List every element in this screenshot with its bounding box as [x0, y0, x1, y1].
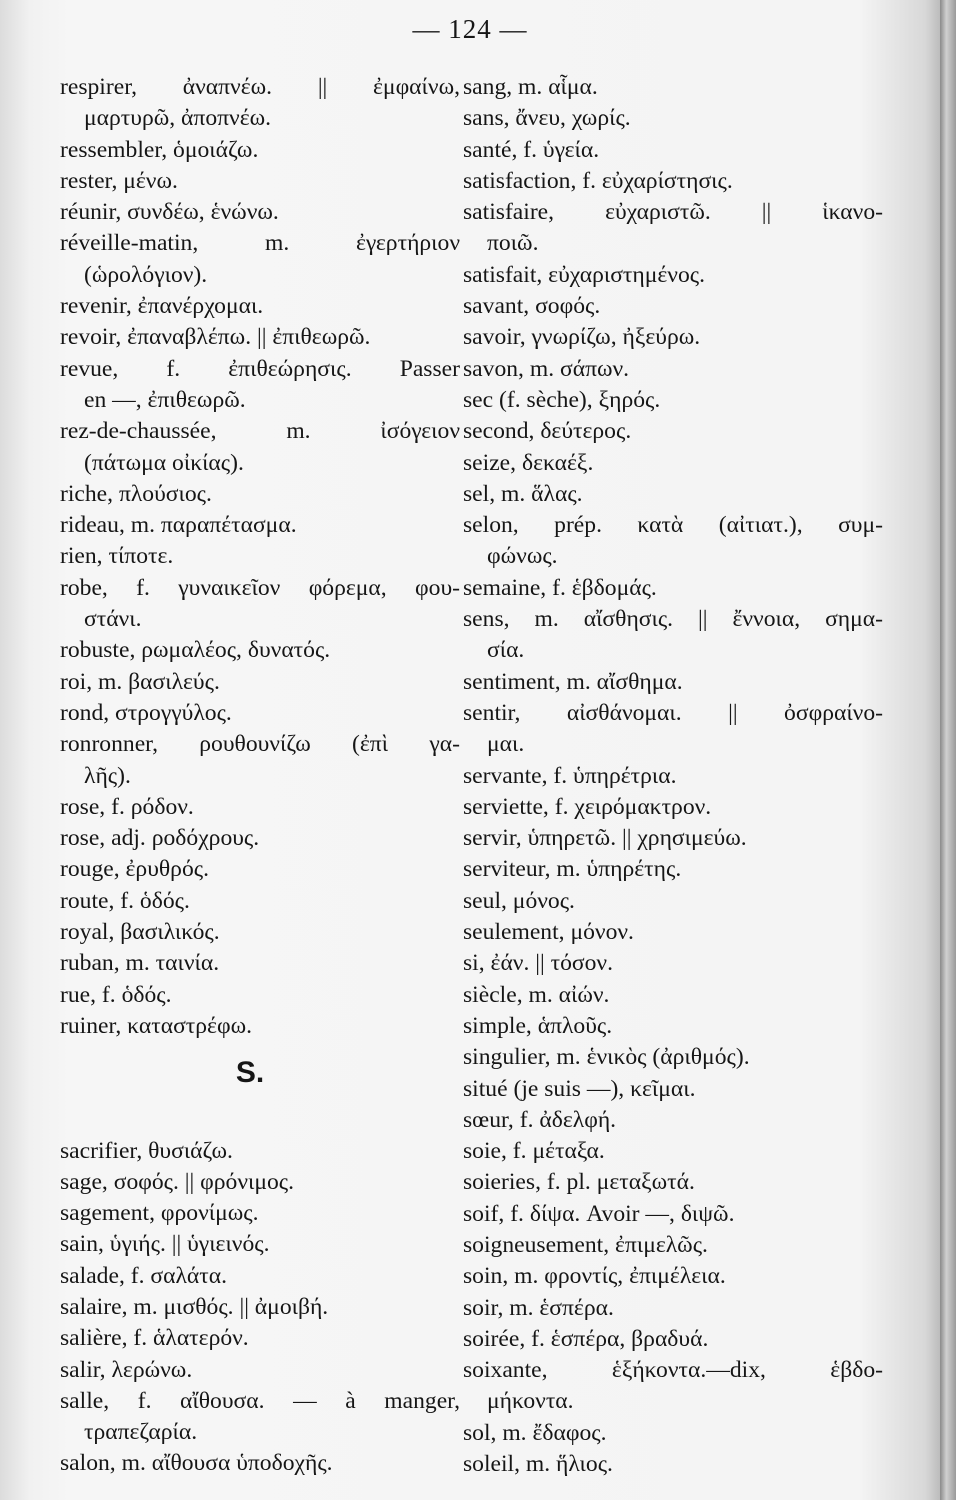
entry-continuation [60, 761, 460, 792]
dictionary-entry [463, 917, 883, 948]
dictionary-entry [60, 667, 460, 698]
entry-text: rideau, m. παραπέτασμα. [60, 512, 297, 539]
entry-text: satisfaction, f. εὐχαρίστησις. [463, 167, 733, 194]
entry-text: (πάτωμα οἰκίας). [84, 449, 244, 476]
dictionary-entry [463, 72, 883, 103]
dictionary-entry [463, 1074, 883, 1105]
dictionary-entry [463, 103, 883, 134]
entry-text: rez-de-chaussée, m. ἰσόγειον [60, 418, 460, 445]
dictionary-entry [60, 886, 460, 917]
entry-text: sang, m. αἷμα. [463, 74, 598, 100]
dictionary-entry [463, 416, 883, 447]
dictionary-entry [60, 1167, 460, 1198]
dictionary-entry [463, 980, 883, 1011]
entry-text: salon, m. αἴθουσα ὑποδοχῆς. [60, 1450, 333, 1477]
entry-text: santé, f. ὑγεία. [463, 136, 600, 163]
entry-text: rester, μένω. [60, 167, 178, 194]
dictionary-entry [463, 260, 883, 291]
dictionary-entry [463, 1105, 883, 1136]
dictionary-entry [60, 166, 460, 197]
entry-text: ποιῶ. [487, 230, 539, 257]
dictionary-entry [60, 948, 460, 979]
entry-text: soir, m. ἑσπέρα. [463, 1294, 614, 1321]
dictionary-entry [463, 1261, 883, 1292]
dictionary-entry [463, 573, 883, 604]
left-column [60, 72, 460, 1480]
entry-text: στάνι. [84, 606, 142, 633]
entry-text: ruiner, καταστρέφω. [60, 1012, 252, 1039]
entry-text: salaire, m. μισθός. || ἀμοιβή. [60, 1293, 329, 1320]
entry-continuation [463, 228, 883, 259]
entry-text: sacrifier, θυσιάζω. [60, 1137, 233, 1164]
entry-text: sol, m. ἔδαφος. [463, 1419, 607, 1446]
dictionary-entry [60, 72, 460, 103]
dictionary-entry [463, 667, 883, 698]
entry-text: soif, f. δίψα. Avoir —, διψῶ. [463, 1200, 735, 1227]
entry-text: ruban, m. ταινία. [60, 950, 220, 977]
entry-text: φώνως. [487, 543, 558, 570]
entry-text: sans, ἄνευ, χωρίς. [463, 105, 631, 132]
entry-text: rose, adj. ροδόχρους. [60, 825, 260, 852]
entry-text: rien, τίποτε. [60, 543, 174, 570]
entry-text: sagement, φρονίμως. [60, 1200, 259, 1227]
dictionary-entry [463, 1418, 883, 1449]
entry-text: soieries, f. pl. μεταξωτά. [463, 1169, 695, 1196]
dictionary-entry [463, 698, 883, 729]
entry-text: μήκοντα. [487, 1388, 574, 1415]
entry-text: soin, m. φροντίς, ἐπιμέλεια. [463, 1263, 726, 1290]
entry-text: serviteur, m. ὑπηρέτης. [463, 856, 682, 883]
dictionary-entry [60, 1355, 460, 1386]
dictionary-entry [463, 1324, 883, 1355]
dictionary-entry [463, 886, 883, 917]
dictionary-entry [60, 510, 460, 541]
entry-text: ronronner, ρουθουνίζω (ἐπὶ γα- [60, 731, 460, 758]
entry-text: en —, ἐπιθεωρῶ. [84, 386, 246, 413]
entry-text: salir, λερώνω. [60, 1356, 193, 1383]
dictionary-entry [60, 980, 460, 1011]
dictionary-entry [463, 354, 883, 385]
dictionary-entry [60, 573, 460, 604]
entry-text: servante, f. ὑπηρέτρια. [463, 762, 677, 789]
entry-text: savon, m. σάπων. [463, 355, 630, 382]
entry-continuation [60, 1417, 460, 1448]
entry-text: sentir, αἰσθάνομαι. || ὀσφραίνο- [463, 699, 883, 726]
dictionary-entry [463, 1199, 883, 1230]
entry-text: satisfaire, εὐχαριστῶ. || ἱκανο- [463, 199, 883, 226]
dictionary-entry [60, 1323, 460, 1354]
dictionary-entry [60, 541, 460, 572]
dictionary-entry [463, 448, 883, 479]
dictionary-entry [463, 604, 883, 635]
dictionary-entry [60, 1386, 460, 1417]
dictionary-entry [60, 228, 460, 259]
dictionary-entry [463, 792, 883, 823]
entry-text: revenir, ἐπανέρχομαι. [60, 293, 264, 320]
dictionary-entry [60, 197, 460, 228]
entry-text: savant, σοφός. [463, 293, 601, 320]
dictionary-entry [60, 917, 460, 948]
dictionary-entry [463, 1355, 883, 1386]
entry-text: μαρτυρῶ, ἀποπνέω. [84, 105, 272, 132]
dictionary-entry [60, 322, 460, 353]
dictionary-entry [463, 854, 883, 885]
entry-text: revoir, ἐπαναβλέπω. || ἐπιθεωρῶ. [60, 324, 371, 351]
entry-text: soirée, f. ἑσπέρα, βραδυά. [463, 1325, 709, 1352]
dictionary-entry [463, 1042, 883, 1073]
dictionary-entry [60, 854, 460, 885]
entry-continuation [60, 448, 460, 479]
entry-text: rose, f. ρόδον. [60, 793, 194, 820]
entry-text: situé (je suis —), κεῖμαι. [463, 1075, 696, 1102]
dictionary-entry [60, 1261, 460, 1292]
entry-text: μαι. [487, 731, 525, 758]
entry-text: sage, σοφός. || φρόνιμος. [60, 1168, 295, 1195]
dictionary-entry [60, 135, 460, 166]
entry-text: ressembler, ὁμοιάζω. [60, 136, 259, 163]
right-column [463, 72, 883, 1480]
entry-text: soie, f. μέταξα. [463, 1138, 605, 1165]
entry-text: sens, m. αἴσθησις. || ἔννοια, σημα- [463, 606, 883, 633]
entry-text: savoir, γνωρίζω, ἠξεύρω. [463, 324, 701, 351]
entry-text: respirer, ἀναπνέω. || ἐμφαίνω, [60, 74, 460, 100]
entry-continuation [60, 103, 460, 134]
entry-text: serviette, f. χειρόμακτρον. [463, 793, 712, 820]
entry-text: seul, μόνος. [463, 887, 575, 914]
dictionary-entry [463, 385, 883, 416]
entry-text: réunir, συνδέω, ἑνώνω. [60, 199, 279, 226]
entry-continuation [60, 604, 460, 635]
dictionary-entry [463, 135, 883, 166]
dictionary-entry [463, 291, 883, 322]
entry-continuation [60, 260, 460, 291]
entry-text: τραπεζαρία. [84, 1419, 198, 1446]
dictionary-entry [60, 1292, 460, 1323]
dictionary-entry [463, 322, 883, 353]
dictionary-entry [463, 1167, 883, 1198]
dictionary-entry [60, 792, 460, 823]
entry-text: seize, δεκαέξ. [463, 449, 594, 476]
entry-text: route, f. ὁδός. [60, 887, 190, 914]
entry-text: salle, f. αἴθουσα. — à manger, [60, 1387, 460, 1414]
section-letter-heading: S. [235, 1056, 265, 1090]
entry-continuation [463, 729, 883, 760]
entry-text: roi, m. βασιλεύς. [60, 668, 220, 695]
entry-text: second, δεύτερος. [463, 418, 632, 445]
entry-text: servir, ὑπηρετῶ. || χρησιμεύω. [463, 825, 747, 852]
entry-text: rouge, ἐρυθρός. [60, 856, 209, 883]
entry-text: rond, στρογγύλος. [60, 699, 232, 726]
dictionary-entry [463, 166, 883, 197]
entry-text: riche, πλούσιος. [60, 480, 212, 507]
dictionary-entry [463, 948, 883, 979]
dictionary-entry [60, 698, 460, 729]
entry-text: sel, m. ἅλας. [463, 480, 583, 507]
entry-text: revue, f. ἐπιθεώρησις. Passer [60, 355, 460, 382]
page-number: — 124 — [412, 14, 528, 44]
dictionary-entry [60, 729, 460, 760]
dictionary-entry [463, 510, 883, 541]
entry-text: seulement, μόνον. [463, 919, 634, 946]
dictionary-entry [60, 479, 460, 510]
dictionary-entry [60, 823, 460, 854]
section-spacer [60, 1104, 460, 1135]
entry-text: royal, βασιλικός. [60, 919, 220, 946]
dictionary-entry [60, 1198, 460, 1229]
entry-text: si, ἐάν. || τόσον. [463, 950, 613, 977]
dictionary-entry [463, 761, 883, 792]
entry-text: λῆς). [84, 762, 131, 789]
entry-text: soigneusement, ἐπιμελῶς. [463, 1231, 708, 1258]
dictionary-entry [463, 1011, 883, 1042]
entry-text: satisfait, εὐχαριστημένος. [463, 261, 706, 288]
dictionary-entry [463, 1230, 883, 1261]
dictionary-entry [463, 1136, 883, 1167]
entry-text: sain, ὑγιής. || ὑγιεινός. [60, 1231, 270, 1258]
entry-text: soleil, m. ἥλιος. [463, 1451, 613, 1478]
entry-continuation [463, 635, 883, 666]
dictionary-entry [60, 291, 460, 322]
dictionary-entry [463, 823, 883, 854]
entry-continuation [463, 1386, 883, 1417]
entry-text: rue, f. ὁδός. [60, 981, 172, 1008]
entry-text: siècle, m. αἰών. [463, 981, 610, 1008]
entry-text: soixante, ἑξήκοντα.—dix, ἑβδο- [463, 1357, 883, 1384]
entry-text: salade, f. σαλάτα. [60, 1262, 228, 1289]
entry-text: robe, f. γυναικεῖον φόρεμα, φου- [60, 574, 460, 601]
entry-text: σία. [487, 637, 525, 664]
dictionary-entry [463, 1449, 883, 1480]
entry-text: salière, f. ἁλατερόν. [60, 1325, 249, 1352]
dictionary-entry [463, 479, 883, 510]
entry-text: selon, prép. κατὰ (αἰτιατ.), συμ- [463, 512, 883, 539]
page-edge [940, 0, 956, 1500]
dictionary-entry [60, 635, 460, 666]
entry-continuation [60, 385, 460, 416]
dictionary-entry [60, 1136, 460, 1167]
dictionary-entry [60, 1448, 460, 1479]
dictionary-entry [463, 1293, 883, 1324]
entry-text: simple, ἁπλοῦς. [463, 1012, 613, 1039]
entry-text: réveille-matin, m. ἐγερτήριον [60, 230, 460, 257]
dictionary-entry [463, 197, 883, 228]
entry-text: sec (f. sèche), ξηρός. [463, 386, 661, 413]
entry-text: semaine, f. ἑβδομάς. [463, 574, 657, 601]
entry-text: (ὡρολόγιον). [84, 261, 208, 288]
dictionary-entry [60, 416, 460, 447]
dictionary-entry [60, 1229, 460, 1260]
dictionary-entry [60, 354, 460, 385]
entry-text: sentiment, m. αἴσθημα. [463, 668, 683, 695]
entry-text: sœur, f. ἀδελφή. [463, 1106, 617, 1133]
entry-text: robuste, ρωμαλέος, δυνατός. [60, 637, 331, 664]
entry-continuation [463, 541, 883, 572]
entry-text: singulier, m. ἑνικὸς (ἀριθμός). [463, 1044, 750, 1071]
dictionary-entry [60, 1011, 460, 1042]
